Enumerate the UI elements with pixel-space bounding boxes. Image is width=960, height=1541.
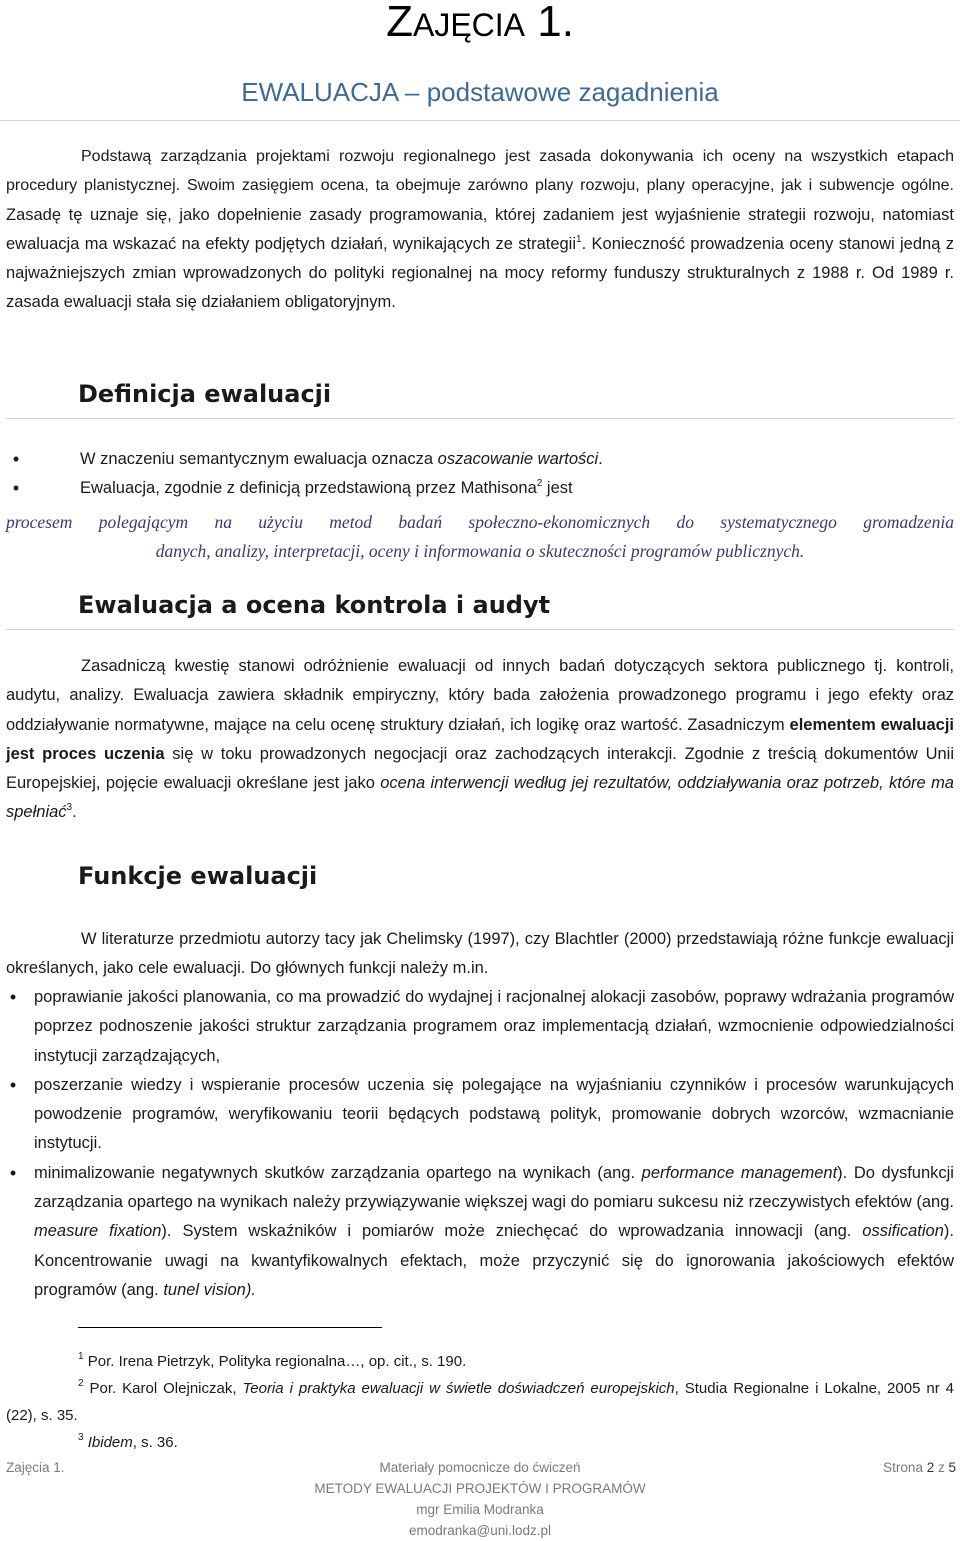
item-text: minimalizowanie negatywnych skutków zarządzania opartego na wynikach (ang. — [34, 1163, 642, 1182]
intro-paragraph — [6, 142, 954, 318]
bullet-icon: • — [9, 1074, 17, 1095]
footer-center-line: METODY EWALUACJI PROJEKTÓW I PROGRAMÓW — [314, 1481, 646, 1496]
footnote-number: 3 — [78, 1432, 84, 1443]
footnote-1 — [6, 1348, 954, 1375]
bullet-text-italic: oszacowanie wartości — [437, 450, 599, 468]
intro-sentence-1: Podstawą zarządzania projektami rozwoju regionalnego jest zasada dokonywania ich oceny na wszystkich etapach procedury planistycznej. Swoim zasięgiem ocena, ta obejmuje zarówno plany rozwoju, plany operacyjne, jak i subwencje ogólne. — [6, 148, 954, 195]
bullet-icon: • — [12, 449, 20, 469]
footnote-separator — [78, 1327, 382, 1328]
footnote-3 — [6, 1429, 954, 1456]
definition-quote — [6, 508, 954, 566]
bullet-text: Ewaluacja, zgodnie z definicją przedstawioną przez Mathisona — [80, 479, 537, 497]
list-item — [6, 983, 954, 1071]
item-italic: measure fixation — [34, 1222, 162, 1241]
list-item — [6, 1159, 954, 1305]
list-item-text — [34, 1159, 954, 1305]
item-text: ). Koncentrowanie uwagi na kwantyfikowalnych efektach, może przyczynić się do ignorowania jakościowych efektów programów (ang. — [34, 1222, 954, 1299]
page-label: Strona — [883, 1460, 927, 1475]
section-paragraph: W literaturze przedmiotu autorzy tacy jak Chelimsky (1997), czy Blachtler (2000) przedstawiają różne funkcje ewaluacji określanych, jako cele ewaluacji. Do głównych funkcji należy m.in. — [6, 930, 954, 978]
heading-definicja: Definicja ewaluacji — [78, 380, 332, 408]
footer-center-line: mgr Emilia Modranka — [416, 1502, 544, 1517]
bullet-icon: • — [12, 478, 20, 498]
intro-sentence-3: . Konieczność prowadzenia oceny stanowi jedną z najważniejszych zmian wprowadzonych do polityki regionalnej na mocy reformy funduszy strukturalnych z 1988 r. Od 1989 r. zasada ewaluacji stała się działaniem obligatoryjnym. — [6, 234, 954, 312]
paragraph-text: Zasadniczą kwestię stanowi odróżnienie ewaluacji od innych badań dotyczących sektora publicznego tj. kontroli, audytu, analizy. Ewaluacja zawiera składnik empiryczny, który bada założenia prowadzonego programu i jego efekty oraz oddziaływanie normatywne, mające na celu ocenę struktury działań, ich logikę oraz wartość. Zasadniczym — [6, 657, 954, 734]
bullet-text: W znaczeniu semantycznym ewaluacja oznacza — [80, 450, 438, 468]
section-paragraph — [6, 652, 954, 828]
quote-line-2: danych, analizy, interpretacji, oceny i informowania o skuteczności programów publicznych. — [155, 541, 805, 561]
paragraph-end: . — [72, 803, 77, 822]
list-item-text: poprawianie jakości planowania, co ma prowadzić do wydajnej i racjonalnej alokacji zasobów, poprawy wdrażania programów poprzez podnoszenie jakości struktur zarządzania programem oraz implementacją działań, wzmocnienie odpowiedzialności instytucji zarządzających, — [34, 988, 954, 1065]
list-item-text: poszerzanie wiedzy i wspieranie procesów uczenia się polegające na wyjaśnianiu czynników i procesów warunkujących powodzenie programów, weryfikowaniu teorii będących podstawą polityk, promowanie dobrych wzorców, wzmacnianie instytucji. — [34, 1075, 954, 1153]
heading-divider — [6, 418, 954, 419]
footer-center-line: Materiały pomocnicze do ćwiczeń — [379, 1460, 581, 1475]
footnote-text: , Studia Regionalne i Lokalne, 2005 nr 4 (22), s. 35. — [6, 1380, 955, 1424]
footer-email[interactable]: emodranka@uni.lodz.pl — [408, 1523, 552, 1538]
footnote-ref-3[interactable]: 3 — [66, 802, 73, 814]
heading-divider — [6, 629, 954, 630]
heading-funkcje: Funkcje ewaluacji — [78, 862, 318, 890]
title-smallcaps: AJĘCIA — [412, 7, 525, 43]
paragraph-text: się w toku prowadzonych negocjacji oraz zachodzących interakcji. Zgodnie z treścią dokumentów Unii Europejskiej, pojęcie ewaluacji określane jest jako — [6, 744, 954, 793]
item-italic: performance management — [641, 1163, 838, 1182]
footnote-number: 1 — [78, 1351, 84, 1362]
footer-page-number — [883, 1457, 956, 1478]
quote-line-1: procesem polegającym na użyciu metod badań społeczno-ekonomicznych do systematycznego gromadzenia — [6, 512, 954, 532]
list-item — [6, 1071, 954, 1159]
bullet-icon: • — [9, 1162, 17, 1183]
bullet-text-end: . — [598, 450, 603, 468]
footer-center — [280, 1457, 680, 1541]
total-pages: 5 — [948, 1460, 956, 1475]
title-initial: Z — [386, 0, 413, 46]
footnote-text: Por. Irena Pietrzyk, Polityka regionalna…, op. cit., s. 190. — [87, 1353, 467, 1370]
footnote-italic: Ibidem — [87, 1434, 133, 1451]
footer-left: Zajęcia 1. — [6, 1460, 65, 1475]
subtitle-divider — [0, 120, 960, 121]
item-text: ). Do dysfunkcji zarządzania opartego na wynikach należy przywiązywanie większej wagi do pomiaru sukcesu niż rzeczywistych efektów (ang. — [34, 1163, 954, 1212]
page-of: z — [934, 1460, 949, 1475]
item-italic: tunel vision). — [163, 1280, 256, 1299]
paragraph-italic: ocena interwencji według jej rezultatów, oddziaływania oraz potrzeb, które ma spełniać — [6, 774, 954, 822]
footnote-ref-1[interactable]: 1 — [576, 233, 582, 245]
item-italic: ossification — [862, 1222, 944, 1241]
footnote-2 — [6, 1375, 954, 1429]
functions-list — [6, 983, 954, 1305]
footnote-text: , s. 36. — [132, 1434, 178, 1451]
footnote-ref-2[interactable]: 2 — [536, 478, 543, 489]
page-subtitle: EWALUACJA – podstawowe zagadnienia — [241, 77, 719, 107]
bullet-text-end: jest — [542, 479, 573, 497]
item-text: ). System wskaźników i pomiarów może zniechęcać do wprowadzania innowacji (ang. — [161, 1222, 863, 1241]
page-title — [0, 0, 960, 47]
intro-sentence-2: Zasadę tę uznaje się, jako dopełnienie zasady programowania, której zadaniem jest wyjaśnienie strategii rozwoju, natomiast ewaluacja ma wskazać na efekty podjętych działań, wynikających ze strategii — [6, 205, 954, 253]
heading-ocena-kontrola: Ewaluacja a ocena kontrola i audyt — [78, 591, 551, 619]
paragraph-bold: elementem ewaluacji jest proces uczenia — [6, 715, 955, 763]
title-number: 1. — [525, 0, 574, 46]
bullet-icon: • — [9, 987, 17, 1007]
current-page: 2 — [926, 1460, 935, 1475]
footnote-italic: Teoria i praktyka ewaluacji w świetle doświadczeń europejskich — [242, 1380, 675, 1397]
footnote-number: 2 — [78, 1378, 84, 1389]
footnote-text: Por. Karol Olejniczak, — [89, 1380, 243, 1397]
